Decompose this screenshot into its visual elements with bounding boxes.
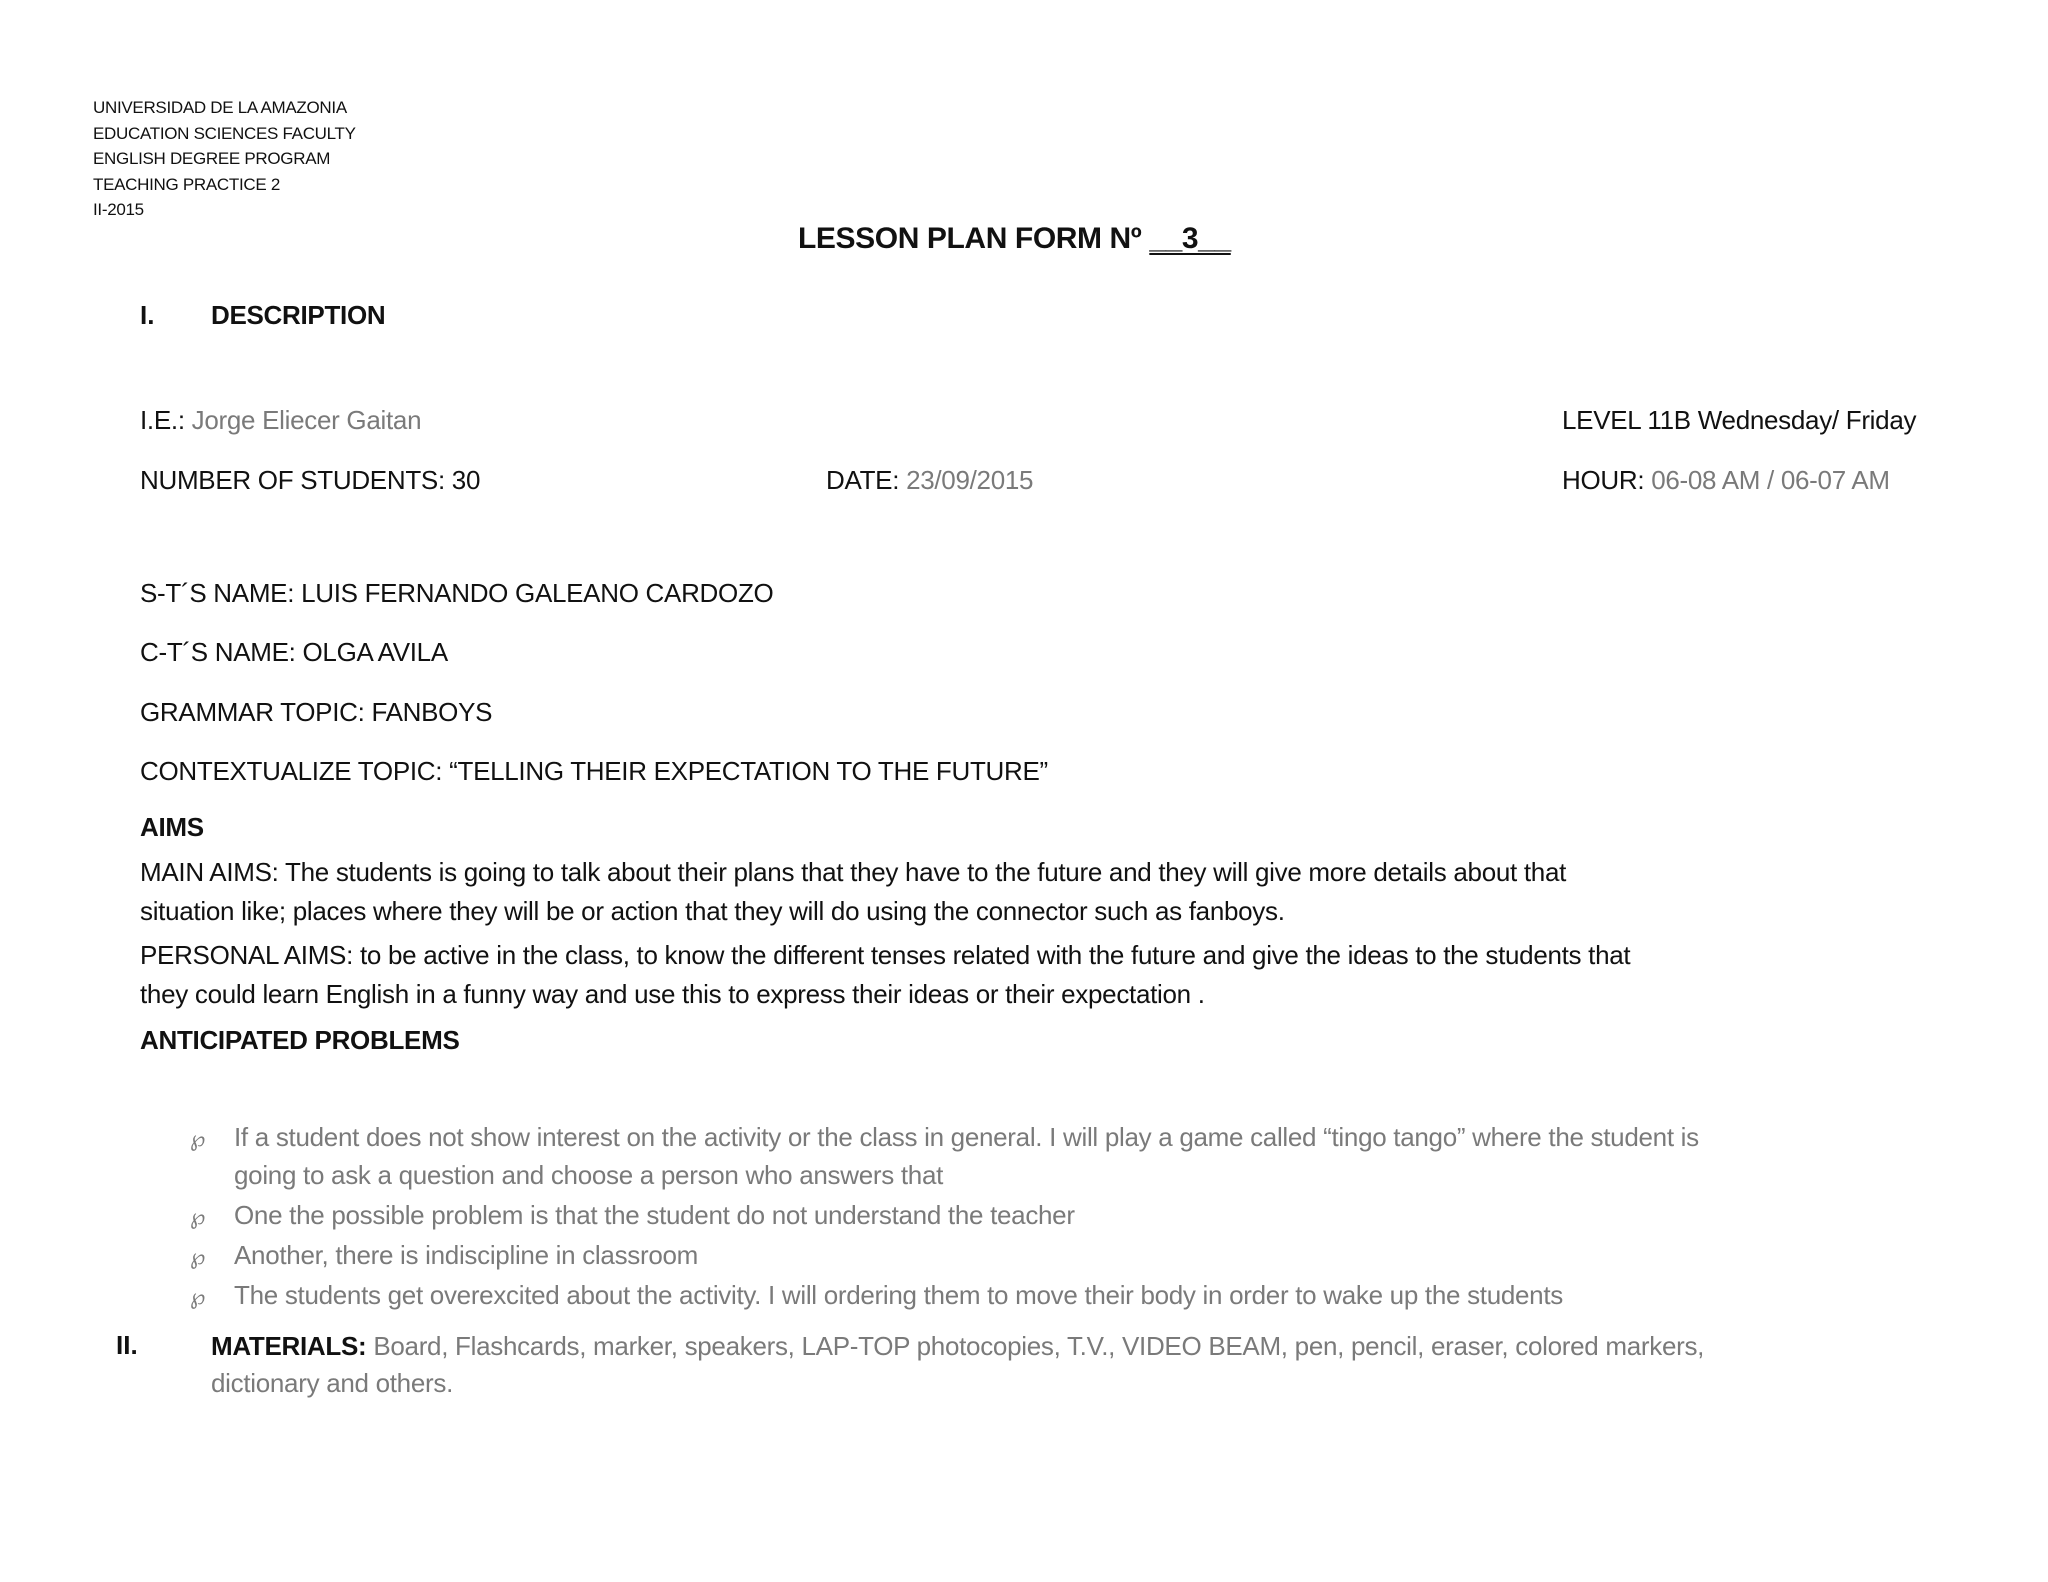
personal-aims-line-1: PERSONAL AIMS: to be active in the class, to know the different tenses related with the future and give the ideas to the students that [140, 940, 1631, 970]
students-label: NUMBER OF STUDENTS: [140, 465, 452, 495]
main-aims-line-1: MAIN AIMS: The students is going to talk about their plans that they have to the future and they will give more details about that [140, 857, 1567, 887]
hour-value: 06-08 AM / 06-07 AM [1651, 465, 1890, 495]
students-value: 30 [451, 465, 481, 495]
list-item [190, 1196, 1699, 1234]
list-item [190, 1236, 1699, 1274]
section-title-description: DESCRIPTION [211, 300, 386, 330]
level-field [1562, 405, 1916, 436]
aims-heading: AIMS [140, 812, 204, 842]
ie-value: Jorge Eliecer Gaitan [191, 405, 422, 435]
date-label: DATE: [826, 465, 907, 495]
bullet-icon: ℘ [190, 1126, 206, 1151]
problem-4-line-1: The students get overexcited about the activity. I will ordering them to move their body in order to wake up the students [234, 1280, 1563, 1310]
list-item [190, 1276, 1699, 1314]
ie-label: I.E.: [140, 405, 192, 435]
main-aims-line-2: situation like; places where they will be or action that they will do using the connector such as fanboys. [140, 896, 1285, 926]
list-item [190, 1118, 1699, 1194]
problem-3-line-1: Another, there is indiscipline in classroom [234, 1240, 698, 1270]
materials-list-2: dictionary and others. [211, 1368, 453, 1398]
anticipated-problems-heading: ANTICIPATED PROBLEMS [140, 1025, 460, 1055]
institution-header [93, 95, 356, 223]
students-field [140, 465, 480, 496]
date-value: 23/09/2015 [906, 465, 1034, 495]
level-label: LEVEL [1562, 405, 1648, 435]
cooperating-teacher-name: C-T´S NAME: OLGA AVILA [140, 637, 448, 667]
date-field [826, 465, 1033, 496]
hour-label: HOUR: [1562, 465, 1652, 495]
problem-1-line-2: going to ask a question and choose a person who answers that [234, 1160, 944, 1190]
grammar-topic: GRAMMAR TOPIC: FANBOYS [140, 697, 493, 727]
contextualize-topic: CONTEXTUALIZE TOPIC: “TELLING THEIR EXPECTATION TO THE FUTURE” [140, 756, 1048, 786]
materials-list-1: Board, Flashcards, marker, speakers, LAP-TOP photocopies, T.V., VIDEO BEAM, pen, pencil, eraser, colored markers, [373, 1331, 1705, 1361]
bullet-icon: ℘ [190, 1204, 206, 1229]
page-title [798, 222, 1231, 256]
hour-field [1562, 465, 1890, 496]
personal-aims [140, 936, 1630, 1014]
header-line-practice: TEACHING PRACTICE 2 [93, 174, 280, 194]
header-line-period: II-2015 [93, 200, 144, 219]
problem-2-line-1: One the possible problem is that the student do not understand the teacher [234, 1200, 1075, 1230]
level-value: 11B Wednesday/ Friday [1647, 405, 1917, 435]
title-text: LESSON PLAN FORM Nº [798, 222, 1150, 255]
materials-label: MATERIALS: [211, 1331, 367, 1361]
header-line-university: UNIVERSIDAD DE LA AMAZONIA [93, 98, 347, 117]
materials-line-1 [211, 1328, 1704, 1365]
header-line-program: ENGLISH DEGREE PROGRAM [93, 149, 331, 168]
materials-section [211, 1328, 1704, 1402]
personal-aims-line-2: they could learn English in a funny way and use this to express their ideas or their expectation . [140, 979, 1205, 1009]
problems-list [190, 1118, 1699, 1316]
bullet-icon: ℘ [190, 1244, 206, 1269]
form-number: __3__ [1149, 222, 1231, 255]
student-teacher-name: S-T´S NAME: LUIS FERNANDO GALEANO CARDOZO [140, 578, 774, 608]
ie-field [140, 405, 421, 436]
header-line-faculty: EDUCATION SCIENCES FACULTY [93, 123, 356, 143]
problem-1-line-1: If a student does not show interest on the activity or the class in general. I will play a game called “tingo tango” where the student is [234, 1122, 1699, 1152]
section-number-description: I. [140, 300, 155, 330]
section-number-materials: II. [116, 1330, 138, 1360]
main-aims [140, 853, 1566, 931]
bullet-icon: ℘ [190, 1284, 206, 1309]
